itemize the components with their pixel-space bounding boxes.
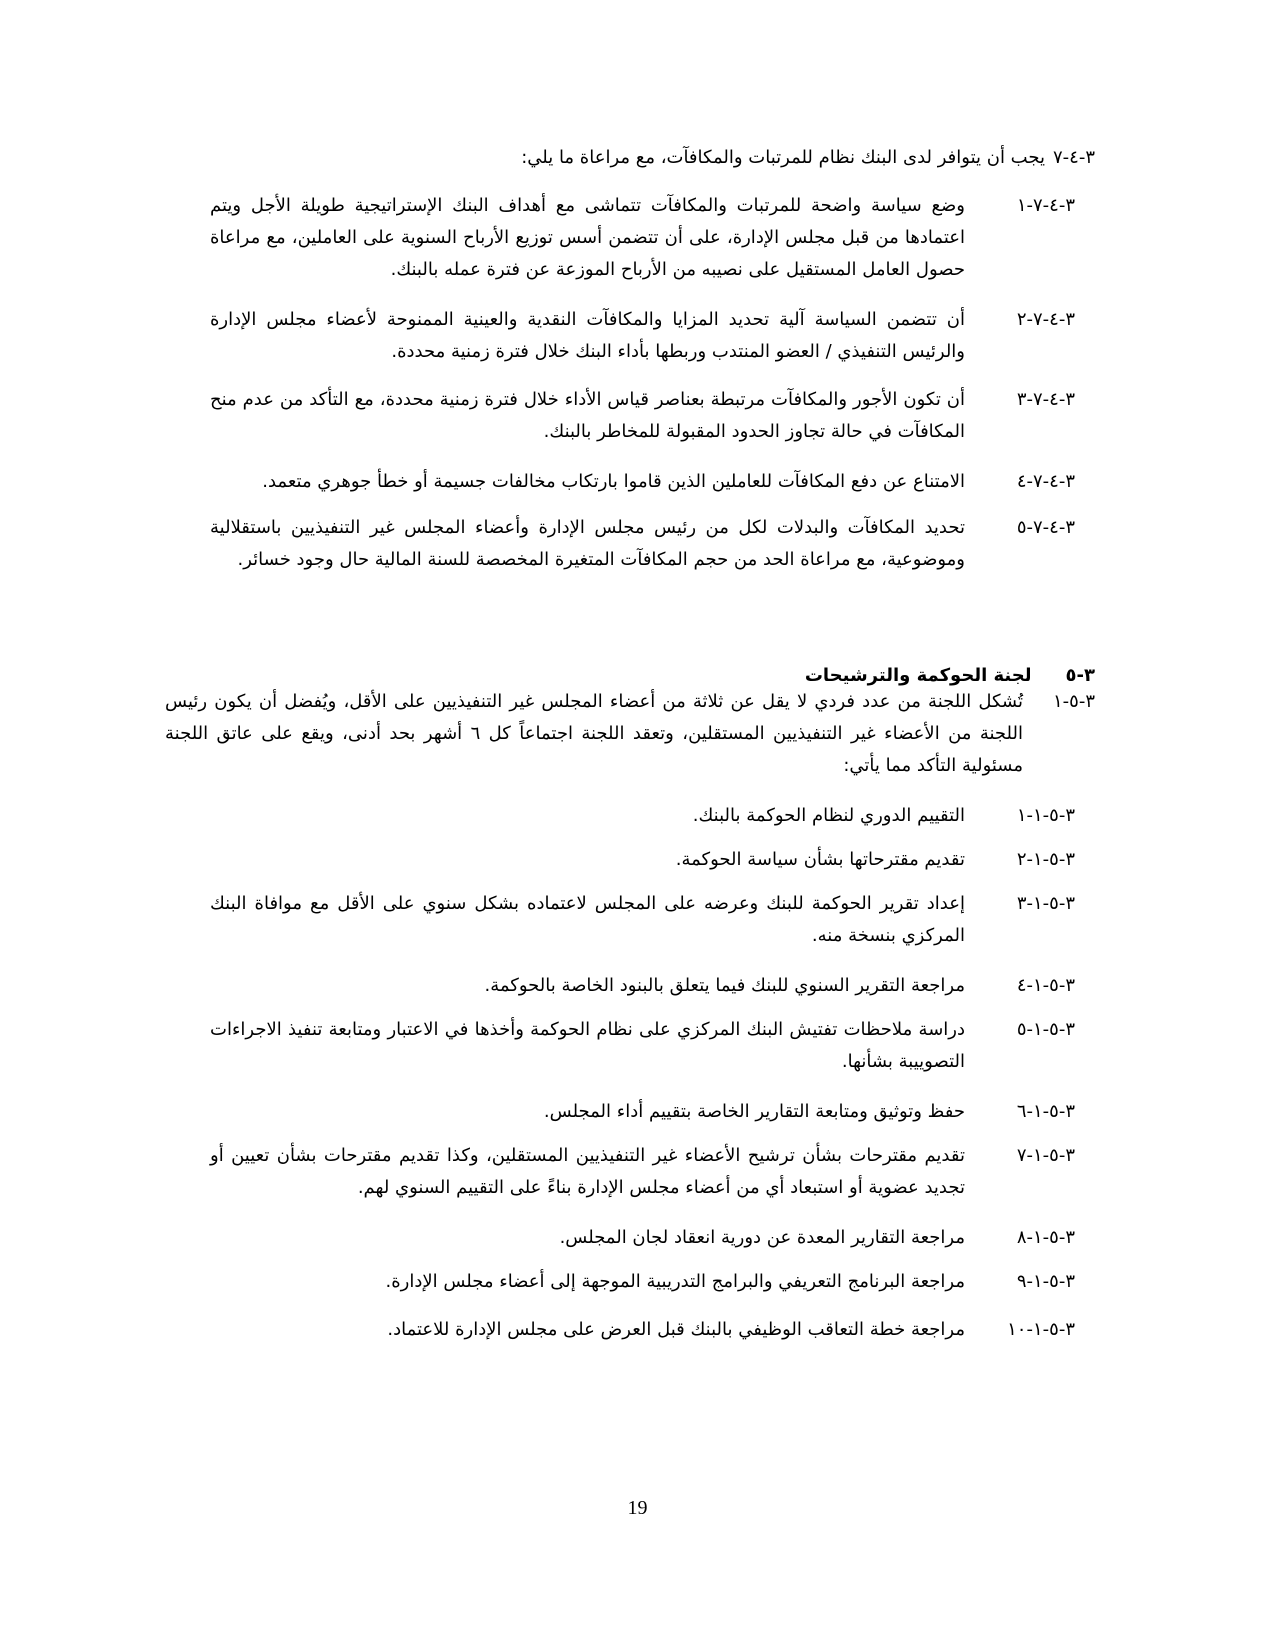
clause-number: ٣-٥-١-٢: [1016, 849, 1075, 870]
clause-3-5-1-8: [165, 1222, 1075, 1254]
clause-text: حفظ وتوثيق ومتابعة التقارير الخاصة بتقييم أداء المجلس.: [543, 1101, 965, 1122]
clause-text: تحديد المكافآت والبدلات لكل من رئيس مجلس الإدارة وأعضاء المجلس غير التنفيذيين باستقلالية وموضوعية، مع مراعاة الحد من حجم المكافآت المتغيرة المخصصة للسنة المالية حال وجود خسائر.: [210, 517, 965, 570]
clause-number: ٣-٥-١-١: [1016, 805, 1075, 826]
clause-number: ٣-٤-٧-٢: [1016, 309, 1075, 330]
clause-3-5-1-5: [165, 1014, 1075, 1078]
clause-3-5-1-9: [165, 1266, 1075, 1298]
clause-text: أن تتضمن السياسة آلية تحديد المزايا والمكافآت النقدية والعينية الممنوحة لأعضاء مجلس الإدارة والرئيس التنفيذي / العضو المنتدب وربطها بأداء البنك خلال فترة زمنية محددة.: [210, 309, 965, 362]
clause-number: ٣-٤-٧-٤: [1016, 471, 1075, 492]
clause-3-4-7-3: [145, 384, 1075, 448]
clause-3-5-1: [165, 686, 1095, 782]
clause-number: ٣-٥-١-٤: [1016, 975, 1075, 996]
clause-text: وضع سياسة واضحة للمرتبات والمكافآت تتماشى مع أهداف البنك الإستراتيجية طويلة الأجل ويتم اعتمادها من قبل مجلس الإدارة، على أن تتضمن أسس توزيع الأرباح السنوية على العاملين، مع مراعاة حصول العامل المستقيل على نصيبه من الأرباح الموزعة عن فترة عمله بالبنك.: [210, 195, 965, 280]
clause-3-5-1-1: [165, 800, 1075, 832]
clause-text: مراجعة التقارير المعدة عن دورية انعقاد لجان المجلس.: [559, 1227, 965, 1248]
clause-number: ٣-٥-١-٣: [1016, 893, 1075, 914]
clause-3-5-1-6: [165, 1096, 1075, 1128]
clause-number: ٣-٤-٧-١: [1016, 195, 1075, 216]
clause-3-4-7-1: [145, 190, 1075, 286]
clause-text: إعداد تقرير الحوكمة للبنك وعرضه على المجلس لاعتماده بشكل سنوي على الأقل مع موافاة البنك المركزي بنسخة منه.: [210, 893, 965, 946]
clause-text: تُشكل اللجنة من عدد فردي لا يقل عن ثلاثة من أعضاء المجلس غير التنفيذيين على الأقل، ويُفضل أن يكون رئيس اللجنة من الأعضاء غير التنفيذيين المستقلين، وتعقد اللجنة اجتماعاً كل ٦ أشهر بحد أدنى، ويقع على عاتق اللجنة مسئولية التأكد مما يأتي:: [165, 691, 1023, 776]
clause-text: يجب أن يتوافر لدى البنك نظام للمرتبات والمكافآت، مع مراعاة ما يلي:: [521, 147, 1045, 168]
clause-number: ٣-٥-١-٥: [1016, 1019, 1075, 1040]
clause-number: ٣-٥-١-٦: [1016, 1101, 1075, 1122]
clause-text: مراجعة التقرير السنوي للبنك فيما يتعلق بالبنود الخاصة بالحوكمة.: [484, 975, 965, 996]
clause-number: ٣-٤-٧-٥: [1016, 517, 1075, 538]
clause-3-5-1-7: [165, 1140, 1075, 1204]
clause-text: مراجعة البرنامج التعريفي والبرامج التدريبية الموجهة إلى أعضاء مجلس الإدارة.: [385, 1271, 965, 1292]
clause-number: ٣-٤-٧: [1052, 147, 1095, 168]
clause-number: ٣-٥-١-١٠: [1007, 1319, 1075, 1340]
clause-3-5-1-10: [165, 1314, 1075, 1346]
section-number: ٣-٥: [1065, 665, 1095, 686]
clause-number: ٣-٥-١-٩: [1016, 1271, 1075, 1292]
clause-3-5-1-2: [165, 844, 1075, 876]
section-title: لجنة الحوكمة والترشيحات: [804, 665, 1032, 686]
clause-number: ٣-٤-٧-٣: [1016, 389, 1075, 410]
clause-text: تقديم مقترحاتها بشأن سياسة الحوكمة.: [675, 849, 965, 870]
clause-3-5-1-3: [165, 888, 1075, 952]
clause-text: دراسة ملاحظات تفتيش البنك المركزي على نظام الحوكمة وأخذها في الاعتبار ومتابعة تنفيذ الاجراءات التصوييبة بشأنها.: [210, 1019, 965, 1072]
clause-text: مراجعة خطة التعاقب الوظيفي بالبنك قبل العرض على مجلس الإدارة للاعتماد.: [387, 1319, 965, 1340]
clause-3-4-7-4: [145, 466, 1075, 498]
clause-number: ٣-٥-١-٨: [1016, 1227, 1075, 1248]
clause-text: الامتناع عن دفع المكافآت للعاملين الذين قاموا بارتكاب مخالفات جسيمة أو خطأ جوهري متعمد.: [262, 471, 965, 492]
clause-text: التقييم الدوري لنظام الحوكمة بالبنك.: [692, 805, 965, 826]
clause-3-5-1-4: [165, 970, 1075, 1002]
clause-3-4-7: [195, 142, 1095, 174]
clause-text: أن تكون الأجور والمكافآت مرتبطة بعناصر قياس الأداء خلال فترة زمنية محددة، مع التأكد من عدم منح المكافآت في حالة تجاوز الحدود المقبولة للمخاطر بالبنك.: [210, 389, 965, 442]
page-number: 19: [627, 1497, 648, 1519]
clause-number: ٣-٥-١-٧: [1016, 1145, 1075, 1166]
clause-3-4-7-2: [145, 304, 1075, 368]
clause-text: تقديم مقترحات بشأن ترشيح الأعضاء غير التنفيذيين المستقلين، وكذا تقديم مقترحات بشأن تعيين أو تجديد عضوية أو استبعاد أي من أعضاء مجلس الإدارة بناءً على التقييم السنوي لهم.: [210, 1145, 965, 1198]
clause-number: ٣-٥-١: [1052, 691, 1095, 712]
clause-3-4-7-5: [145, 512, 1075, 576]
